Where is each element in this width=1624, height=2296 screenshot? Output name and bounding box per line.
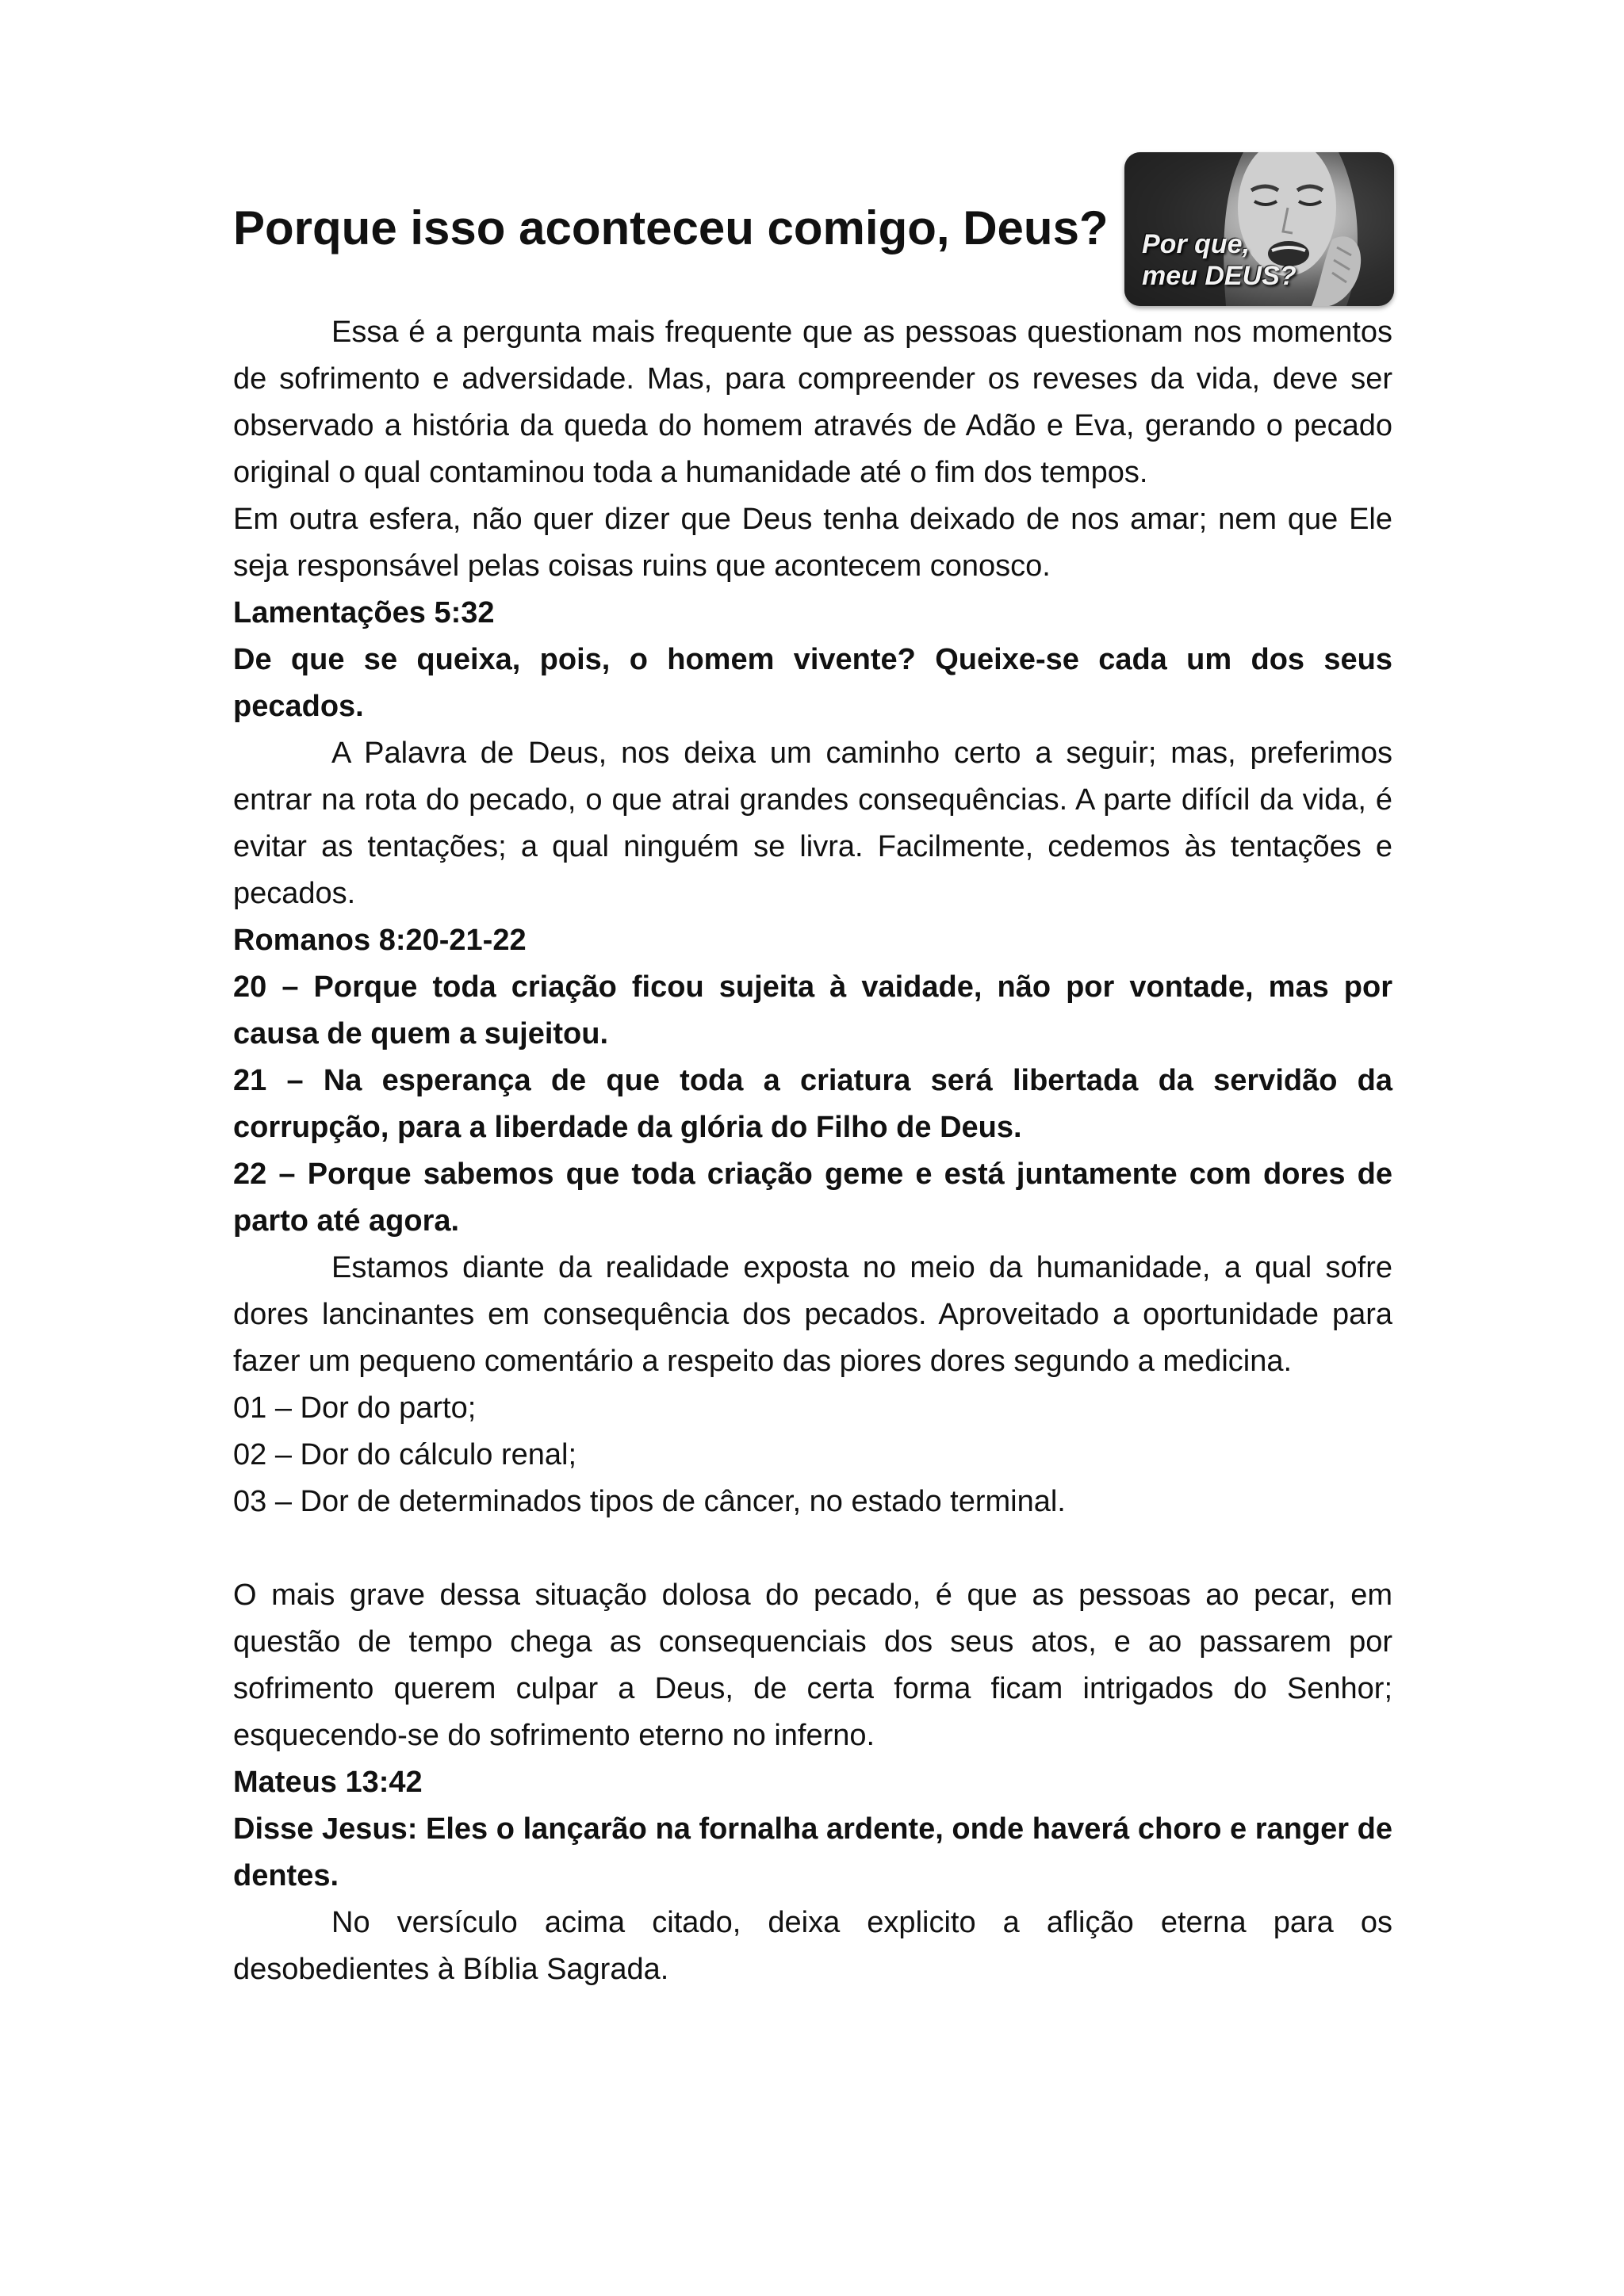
paragraph-context: Em outra esfera, não quer dizer que Deus tenha deixado de nos amar; nem que Ele seja responsável pelas coisas ruins que acontecem conosco.	[233, 503, 1392, 583]
scripture-reference-romans: Romanos 8:20-21-22	[233, 924, 527, 957]
paragraph-reality: Estamos diante da realidade exposta no meio da humanidade, a qual sofre dores lancinantes em consequência dos pecados. Aproveitado a oportunidade para fazer um pequeno comentário a respeito das piores dores segundo a medicina.	[233, 1251, 1392, 1378]
paragraph-gravity: O mais grave dessa situação dolosa do pecado, é que as pessoas ao pecar, em questão de tempo chega as consequenciais dos seus atos, e ao passarem por sofrimento querem culpar a Deus, de certa forma ficam intrigados do Senhor; esquecendo-se do sofrimento eterno no inferno.	[233, 1578, 1392, 1752]
scripture-verse-21: 21 – Na esperança de que toda a criatura será libertada da servidão da corrupção, para a liberdade da glória do Filho de Deus.	[233, 1064, 1392, 1144]
list-item: 02 – Dor do cálculo renal;	[233, 1438, 577, 1471]
image-caption-line2: meu DEUS?	[1142, 261, 1297, 291]
crying-woman-image	[1124, 152, 1394, 306]
scripture-quote-lamentations: De que se queixa, pois, o homem vivente? Queixe-se cada um dos seus pecados.	[233, 643, 1392, 723]
paragraph-conclusion: No versículo acima citado, deixa explicito a aflição eterna para os desobedientes à Bíblia Sagrada.	[233, 1906, 1392, 1986]
scripture-reference-lamentations: Lamentações 5:32	[233, 596, 495, 629]
image-caption-line1: Por que,	[1142, 229, 1251, 259]
scripture-verse-22: 22 – Porque sabemos que toda criação geme e está juntamente com dores de parto até agora.	[233, 1158, 1392, 1238]
paragraph-intro: Essa é a pergunta mais frequente que as pessoas questionam nos momentos de sofrimento e adversidade. Mas, para compreender os reveses da vida, deve ser observado a história da queda do homem através de Adão e Eva, gerando o pecado original o qual contaminou toda a humanidade até o fim dos tempos.	[233, 316, 1392, 489]
list-item: 01 – Dor do parto;	[233, 1391, 477, 1425]
scripture-verse-20: 20 – Porque toda criação ficou sujeita à vaidade, não por vontade, mas por causa de quem a sujeitou.	[233, 970, 1392, 1050]
document-title: Porque isso aconteceu comigo, Deus?	[233, 201, 1109, 254]
scripture-reference-matthew: Mateus 13:42	[233, 1766, 423, 1799]
blank-line	[233, 1525, 1392, 1572]
document-body	[233, 309, 1392, 1993]
list-item: 03 – Dor de determinados tipos de câncer, no estado terminal.	[233, 1485, 1066, 1518]
scripture-quote-matthew: Disse Jesus: Eles o lançarão na fornalha ardente, onde haverá choro e ranger de dentes.	[233, 1812, 1392, 1892]
paragraph-word-of-god: A Palavra de Deus, nos deixa um caminho certo a seguir; mas, preferimos entrar na rota do pecado, o que atrai grandes consequências. A parte difícil da vida, é evitar as tentações; a qual ninguém se livra. Facilmente, cedemos às tentações e pecados.	[233, 737, 1392, 910]
